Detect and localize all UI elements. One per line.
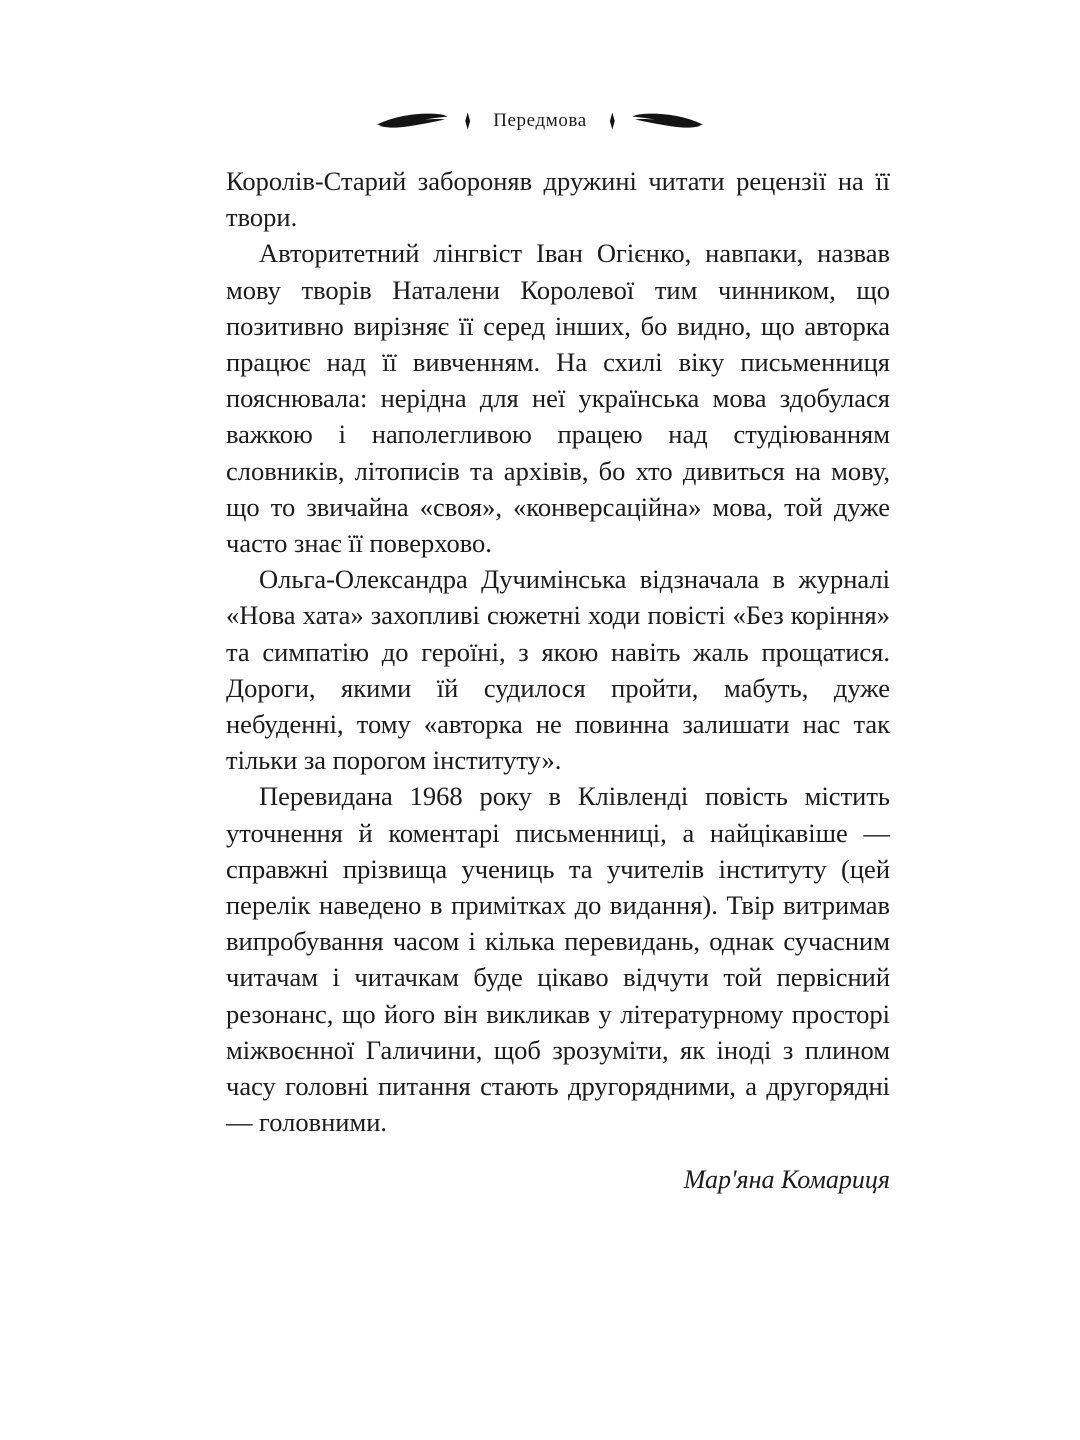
diamond-ornament-icon bbox=[462, 113, 473, 130]
body-text-column bbox=[226, 163, 890, 1197]
author-signature: Мар'яна Комариця bbox=[683, 1165, 890, 1195]
leaf-ornament-icon bbox=[632, 112, 704, 130]
paragraph: Перевидана 1968 року в Клівленді повість містить уточнення й коментарі письменниці, а найцікавіше — справжні прізвища учениць та учителів інституту (цей перелік наведено в примітках до видання). Твір витримав випробування часом і кілька перевидань, однак сучасним читачам і читачкам буде цікаво відчути той первісний резонанс, що його він викликав у літературному просторі міжвоєнної Галичини, щоб зрозуміти, як іноді з плином часу головні питання стають другорядними, а другорядні — головними. bbox=[226, 781, 890, 1138]
diamond-ornament-icon bbox=[607, 113, 618, 130]
running-head bbox=[0, 104, 1080, 138]
paragraph: Королів-Старий забороняв дружині читати рецензії на її твори. bbox=[226, 166, 890, 233]
paragraph: Авторитетний лінгвіст Іван Огієнко, навпаки, назвав мову творів Наталени Королевої тим чинником, що позитивно вирізняє її серед інших, бо видно, що авторка працює над її вивченням. На схилі віку письменниця пояснювала: нерідна для неї українська мова здобулася важкою і наполегливою працею над студіюванням словників, літописів та архівів, бо хто дивиться на мову, що то звичайна «своя», «конверсаційна» мова, той дуже часто знає її поверхово. bbox=[226, 238, 890, 559]
leaf-ornament-icon bbox=[376, 112, 448, 130]
page-title: Передмова bbox=[493, 110, 587, 131]
paragraph: Ольга-Олександра Дучимінська відзначала в журналі «Нова хата» захопливі сюжетні ходи повісті «Без коріння» та симпатію до героїні, з якою навіть жаль прощатися. Дороги, якими їй судилося пройти, мабуть, дуже небуденні, тому «авторка не повинна залишати нас так тільки за порогом інституту». bbox=[226, 564, 890, 776]
